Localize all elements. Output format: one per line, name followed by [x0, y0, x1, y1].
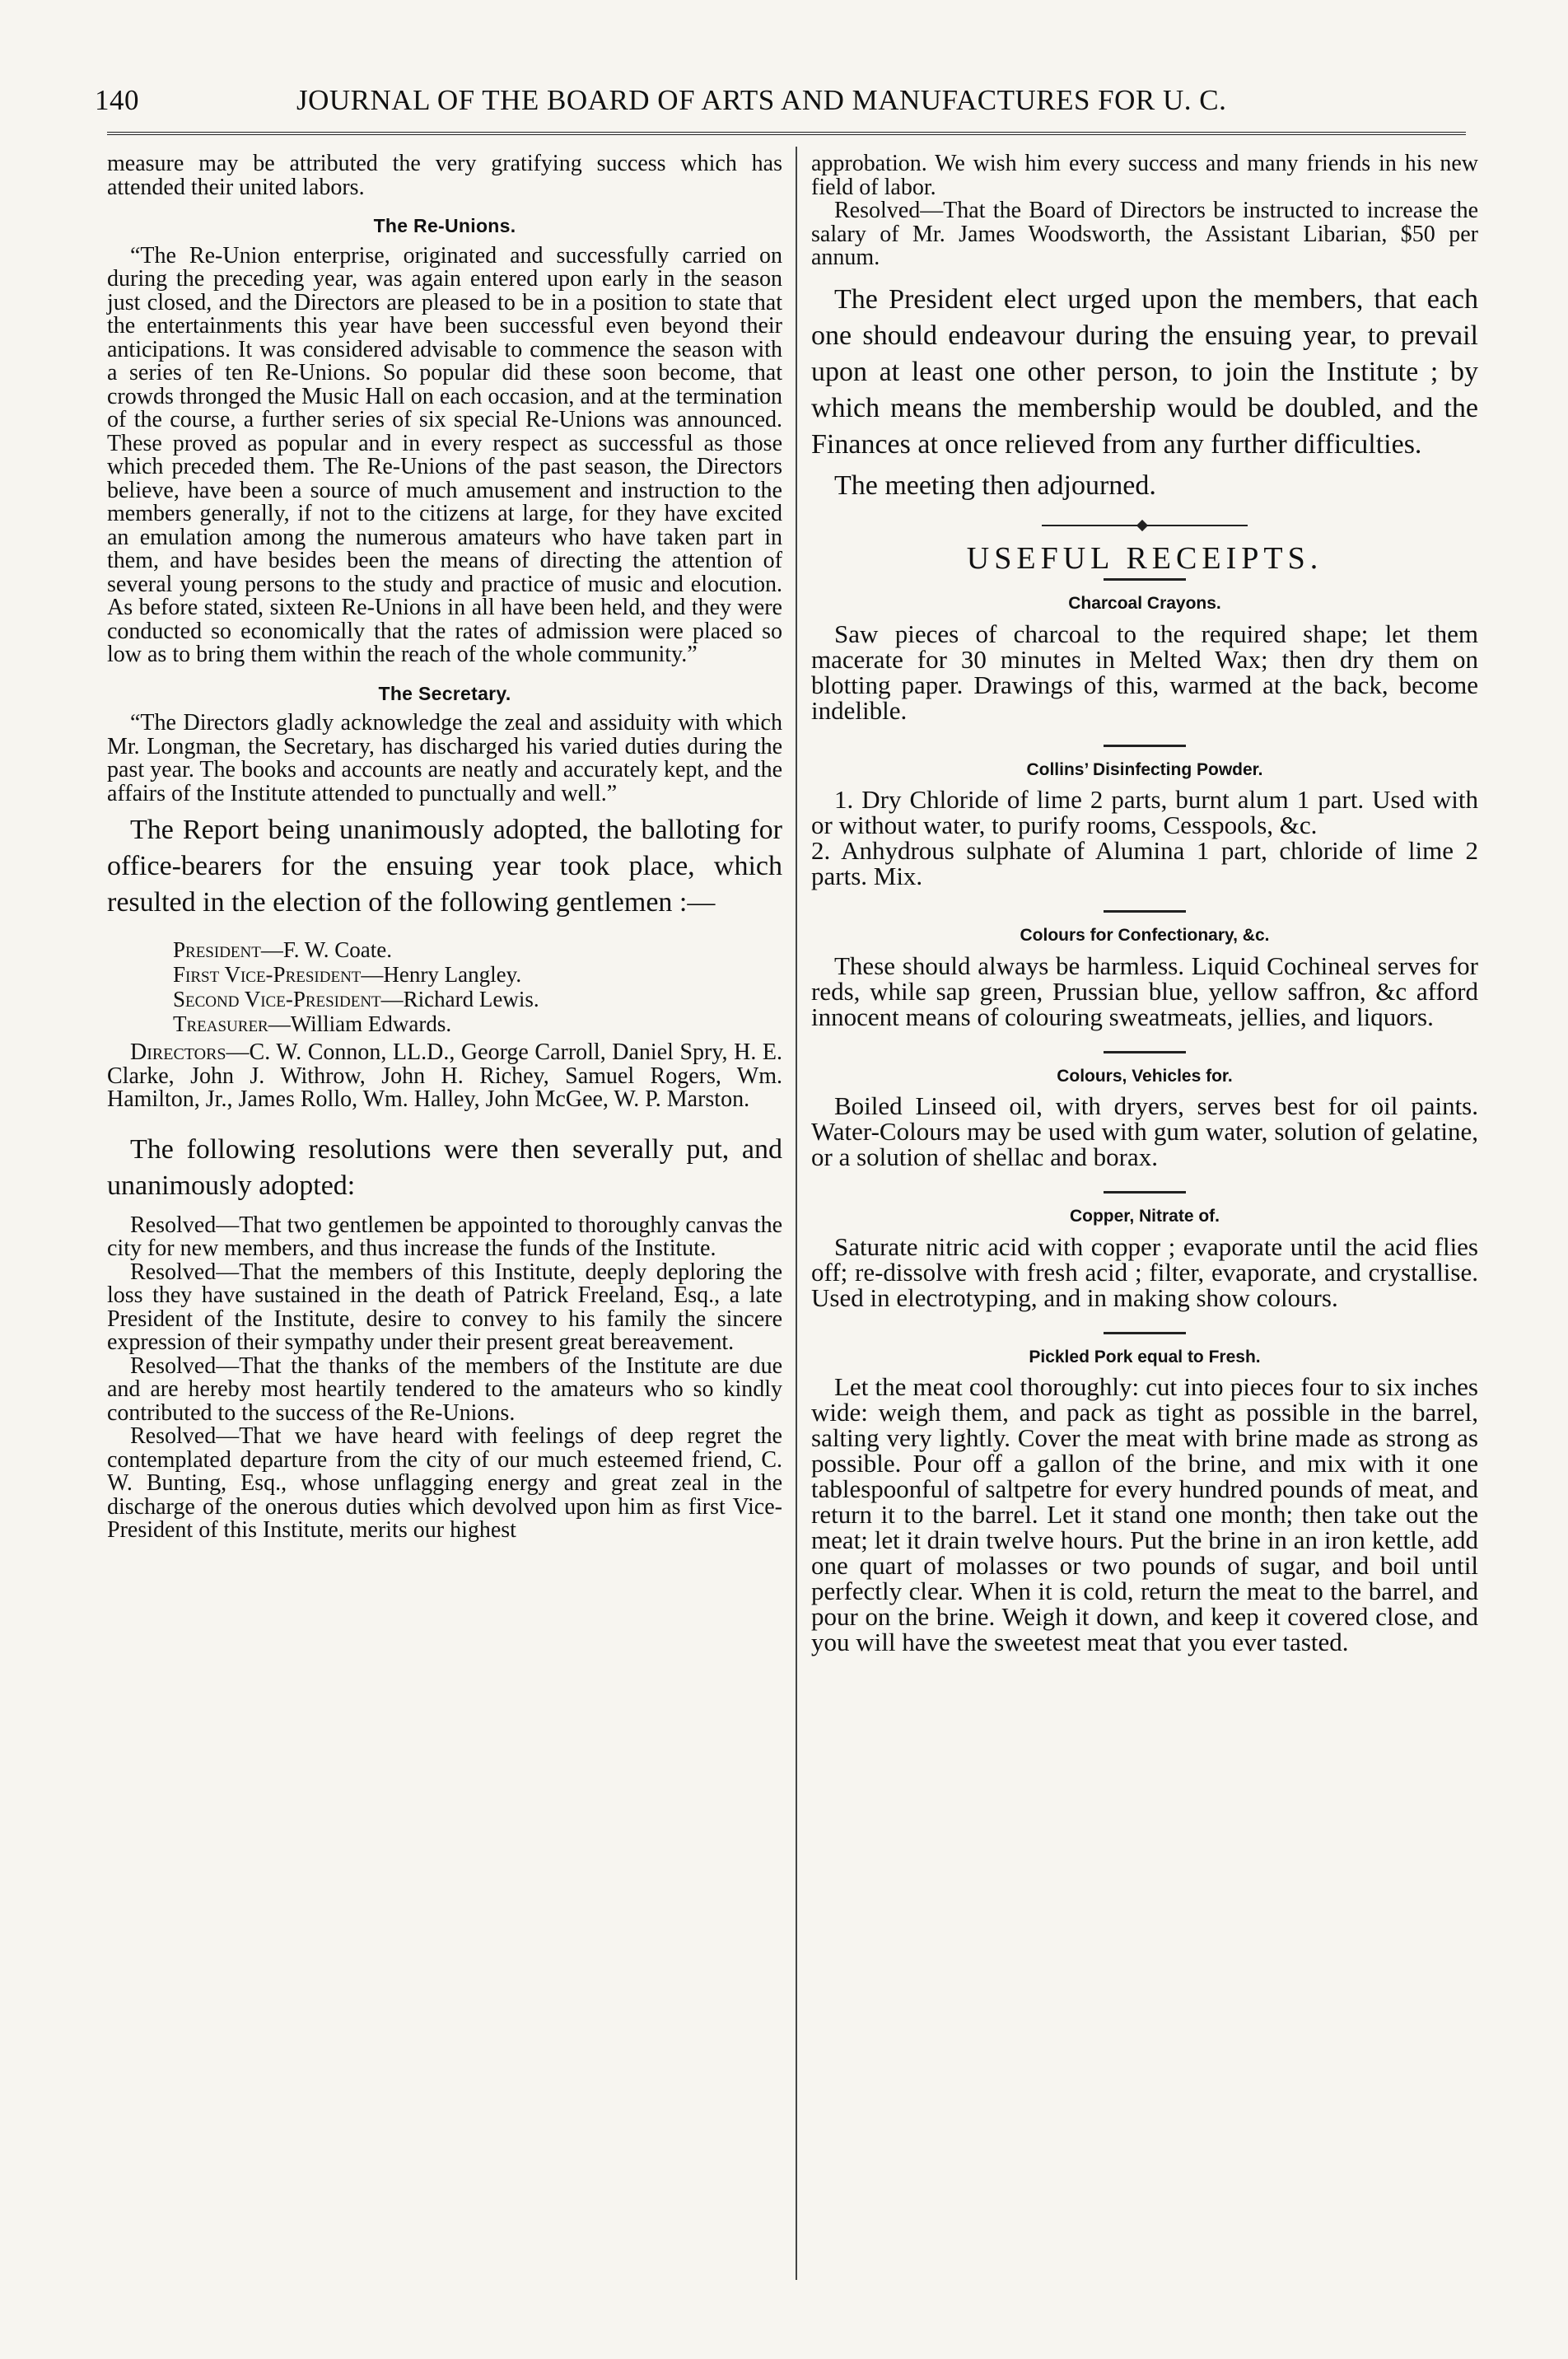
secretary-heading: The Secretary.: [378, 682, 511, 704]
section-title: USEFUL RECEIPTS.: [966, 540, 1323, 576]
continued-paragraph: approbation. We wish him every success and many friends in his new field of labor.: [811, 151, 1478, 200]
section-rule: [1104, 578, 1186, 581]
receipt-body: Boiled Linseed oil, with dryers, serves best for oil paints. Water-Colours may be used with gum water, solution of gelatine, or a solution of shellac and borax.: [811, 1091, 1478, 1171]
president-block: [811, 282, 1478, 504]
header-rule: [107, 132, 1466, 138]
reunions-paragraph: “The Re-Union enterprise, originated and successfully carried on during the preceding year, was again entered upon early in the season just closed, and the Directors are pleased to be in a position to state that the entertainments this year have been successful even beyond their anticipations. It was considered advisable to commence the season with a series of ten Re-Unions. So popular did these soon become, that crowds thronged the Music Hall on each occasion, and at the termination of the course, a further series of six special Re-Unions was announced. These proved as popular and in every respect as successful as those which preceded them. The Re-Unions of the past season, the Directors believe, have been a source of much amusement and instruction to the members generally, if not to the citizens at large, for they have excited an emulation among the numerous amateurs who have taken part in them, and have besides been the means of directing the attention of several young persons to the study and practice of music and elocution. As before stated, sixteen Re-Unions in all have been held, and they were conducted so economically that the rates of admission were placed so low as to bring them within the reach of the whole community.”: [107, 242, 782, 667]
receipt-rule: [1104, 745, 1186, 747]
resolution-item: Resolved—That two gentlemen be appointed to thoroughly canvas the city for new members, and thus increase the funds of the Institute.: [107, 1212, 782, 1261]
intro-paragraph: measure may be attributed the very gratifying success which has attended their united labors.: [107, 151, 782, 200]
officer-entry: President—F. W. Coate.: [173, 937, 392, 962]
reunions-heading: The Re-Unions.: [373, 215, 516, 236]
salary-resolution: Resolved—That the Board of Directors be instructed to increase the salary of Mr. James Woodsworth, the Assistant Libarian, $50 per annum.: [811, 198, 1478, 270]
receipt-rule: [1104, 1332, 1186, 1334]
resolutions-list: [107, 1214, 782, 1543]
column-divider: [796, 147, 797, 2280]
receipt-heading: Colours, Vehicles for.: [1057, 1066, 1233, 1086]
running-title: JOURNAL OF THE BOARD OF ARTS AND MANUFACTURES FOR U. C.: [296, 84, 1227, 116]
report-paragraph: The Report being unanimously adopted, the balloting for office-bearers for the ensuing year took place, which resulted in the election of the following gentlemen :—: [107, 815, 782, 918]
officer-entry: First Vice-President—Henry Langley.: [173, 962, 522, 987]
receipt-heading: Copper, Nitrate of.: [1069, 1207, 1220, 1226]
receipt: [811, 759, 1478, 890]
resolution-item: Resolved—That the members of this Institute, deeply deploring the loss they have sustained in the death of Patrick Freeland, Esq., a late President of the Institute, desire to convey to his family the sincere expression of their sympathy under their present great bereavement.: [107, 1259, 782, 1355]
president-paragraph: The President elect urged upon the members, that each one should endeavour during the ensuing year, to prevail upon at least one other person, to join the Institute ; by which means the membership would be doubled, and the Finances at once relieved from any further difficulties.: [811, 283, 1478, 460]
receipt: [811, 1205, 1478, 1310]
receipt-rule: [1104, 1191, 1186, 1194]
adjourned-line: The meeting then adjourned.: [834, 469, 1156, 501]
resolutions-intro-block: [107, 1132, 782, 1204]
receipt-body: Saw pieces of charcoal to the required shape; let them macerate for 30 minutes in Melted Wax; then dry them on blotting paper. Drawings of this, warmed at the back, become indelible.: [811, 619, 1478, 725]
receipt-rule: [1104, 1051, 1186, 1053]
report-paragraph-block: [107, 812, 782, 921]
receipt-heading: Colours for Confectionary, &c.: [1020, 926, 1270, 945]
receipt-body: 1. Dry Chloride of lime 2 parts, burnt alum 1 part. Used with or without water, to purify rooms, Cesspools, &c. 2. Anhydrous sulphate of Alumina 1 part, chloride of lime 2 parts. Mix.: [811, 785, 1478, 890]
officer-entry: Treasurer—William Edwards.: [173, 1011, 452, 1036]
resolutions-intro: The following resolutions were then severally put, and unanimously adopted:: [107, 1133, 782, 1201]
page-number: 140: [95, 84, 139, 116]
receipt-body: Let the meat cool thoroughly: cut into pieces four to six inches wide: weigh them, and pack as tight as possible in the barrel, salting very lightly. Cover the meat with brine made as strong as possible. Pour off a gallon of the brine, and mix with it one tablespoonful of saltpetre for every hundred pounds of meat, and return it to the barrel. Let it stand one month; then take out the meat; let it drain twelve hours. Put the brine in an iron kettle, add one quart of molasses or two pounds of sugar, and boil until perfectly clear. When it is cold, return the meat to the barrel, and pour on the brine. Weigh it down, and keep it covered close, and you will have the sweetest meat that you ever tasted.: [811, 1372, 1478, 1656]
left-column: [107, 152, 782, 1543]
secretary-paragraph: “The Directors gladly acknowledge the zeal and assiduity with which Mr. Longman, the Secretary, has discharged his varied duties during the past year. The books and accounts are neatly and accurately kept, and the affairs of the Institute attended to punctually and well.”: [107, 710, 782, 806]
receipt-heading: Collins’ Disinfecting Powder.: [1026, 759, 1263, 779]
receipt-heading: Pickled Pork equal to Fresh.: [1029, 1347, 1261, 1366]
directors-paragraph: Directors—C. W. Connon, LL.D., George Carroll, Daniel Spry, H. E. Clarke, John J. Withrow, John H. Richey, Samuel Rogers, Wm. Hamilton, Jr., James Rollo, Wm. Halley, John McGee, W. P. Marston.: [107, 1039, 782, 1112]
receipt-rule: [1104, 910, 1186, 913]
officer-entry: Second Vice-President—Richard Lewis.: [173, 987, 539, 1011]
officers-list: [107, 937, 782, 1036]
right-column: [811, 152, 1478, 1655]
receipt-body: These should always be harmless. Liquid Cochineal serves for reds, while sap green, Prussian blue, yellow saffron, &c afford innocent means of colouring sweatmeats, jellies, and liquors.: [811, 951, 1478, 1031]
resolution-item: Resolved—That the thanks of the members of the Institute are due and are hereby most heartily tendered to the amateurs who so kindly contributed to the success of the Re-Unions.: [107, 1352, 782, 1426]
resolution-item: Resolved—That we have heard with feelings of deep regret the contemplated departure from the city of our much esteemed friend, C. W. Bunting, Esq., whose unflagging energy and great zeal in the discharge of the onerous duties which devolved upon him as first Vice-President of this Institute, merits our highest: [107, 1423, 782, 1543]
page-header: [95, 76, 1466, 125]
receipt-heading: Charcoal Crayons.: [1068, 594, 1221, 613]
receipt: [811, 592, 1478, 723]
receipt-body: Saturate nitric acid with copper ; evaporate until the acid flies off; re-dissolve with fresh acid ; filter, evaporate, and crystallise. Used in electrotyping, and in making show colours.: [811, 1231, 1478, 1312]
receipt: [811, 1065, 1478, 1170]
receipt: [811, 1346, 1478, 1656]
ornament-divider: [1042, 522, 1248, 529]
receipt: [811, 924, 1478, 1030]
